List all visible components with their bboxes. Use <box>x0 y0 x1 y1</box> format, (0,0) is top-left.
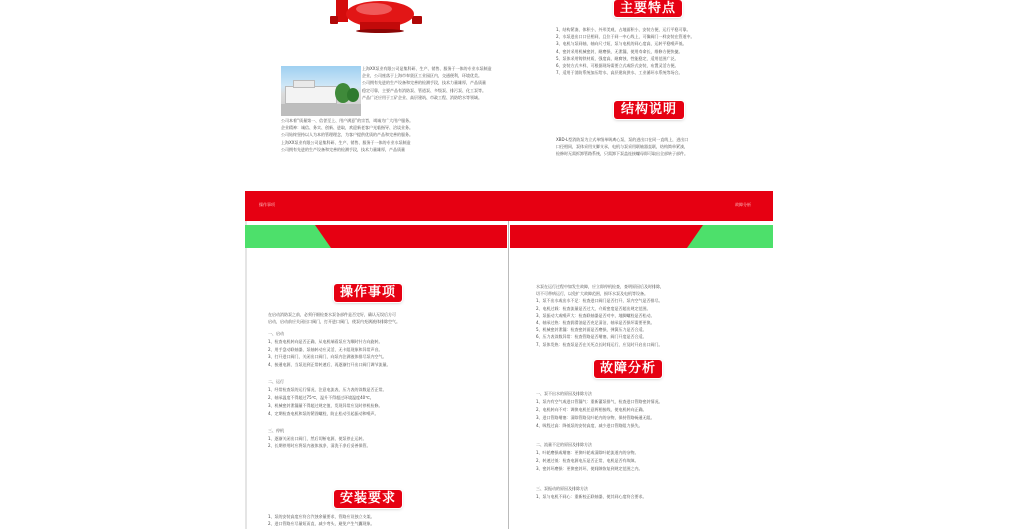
feature-item: 5、泵体采用铸铁材质，强度高，耐腐蚀，性能稳定，适用范围广泛。 <box>556 55 679 61</box>
feature-item: 6、安装方式多样，可根据现场需要立式或卧式安装，布置灵活方便。 <box>556 62 679 68</box>
structure-text <box>556 137 742 159</box>
operation-item: 4、定期检查电机和泵的紧固螺栓，防止松动引起振动和噪声。 <box>268 410 379 416</box>
structure-line: 口径相同，泵体采用支脚支承，电机与泵采用联轴器直联，结构简单紧凑， <box>556 144 688 150</box>
fault-item: 二、流量不足的原因及排除方法 <box>536 442 592 448</box>
fault-intro-line: 3、泵振动大或噪声大：检查联轴器是否对中，地脚螺栓是否松动。 <box>536 312 655 318</box>
feature-item: 2、水泵进出口口径相同，且位于同一中心线上，可像阀门一样安装在管道中。 <box>556 34 695 40</box>
page-divider <box>508 221 509 529</box>
operation-item: 三、停机 <box>268 427 284 433</box>
intro-line: 公司本着“质量第一、信誉至上、用户满意”的宗旨，竭诚为广大用户服务。 <box>281 118 414 123</box>
operation-item: 3、机械密封泄漏量不得超过规定值，发现异常应及时停机检修。 <box>268 402 383 408</box>
fault-title: 故障分析 <box>594 360 662 378</box>
fault-list <box>536 390 762 501</box>
intro-line: 公司拥有先进的生产设备和完善的检测手段，技术力量雄厚，产品质量 <box>362 80 486 86</box>
page-edge <box>245 221 247 529</box>
header-right-label: 故障分析 <box>735 202 751 207</box>
operation-intro <box>268 312 494 326</box>
fault-intro-line: 切不可带病运行，以免扩大故障范围，损坏水泵及电机等设备。 <box>536 291 648 297</box>
fault-item: 一、泵不出水的原因及排除方法 <box>536 391 592 396</box>
fault-item: 三、泵振动的原因及排除方法 <box>536 485 588 491</box>
operation-intro-line: 启动，启动前应关闭出口阀门，打开进口阀门，使泵内充满液体排除空气。 <box>268 319 400 325</box>
install-list <box>268 514 494 528</box>
intro-line: 公司始终坚持以人为本的管理理念，为客户提供优质的产品和完善的服务。 <box>281 132 413 138</box>
intro-line: 产品广泛应用于工矿企业、高层建筑、市政工程、消防给水等领域。 <box>362 94 482 100</box>
feature-item: 7、适用于消防系统加压给水、高层建筑供水、工业循环水系统等场合。 <box>556 70 683 76</box>
intro-line: 公司拥有先进的生产设备和完善的检测手段，技术力量雄厚，产品质量 <box>281 146 405 152</box>
company-intro-text <box>362 66 492 102</box>
install-item: 2、进口管路应尽量短而直，减少弯头，避免产生气囊现象。 <box>268 521 375 527</box>
structure-line: XBD-L型消防泵为立式单级单吸离心泵，泵的进出口在同一直线上，进出口 <box>556 137 689 142</box>
operation-item: 2、用手盘动联轴器，泵轴转动应灵活，无卡阻现象和异常声音。 <box>268 346 383 352</box>
structure-line: 检修时无需拆卸管路系统，只需卸下泵盖连接螺母即可取出全部转子部件。 <box>556 151 688 157</box>
operation-item: 1、逐渐关闭出口阀门，然后切断电源，使泵停止运转。 <box>268 435 367 441</box>
structure-title: 结构说明 <box>614 101 684 119</box>
features-title: 主要特点 <box>614 0 682 17</box>
fault-item: 1、泵与电机不同心：重新校正联轴器，使其同心度符合要求。 <box>536 493 647 499</box>
intro-line: 稳定可靠，主要产品有消防泵、管道泵、多级泵、排污泵、化工泵等。 <box>362 87 486 93</box>
operation-item: 4、接通电源，当泵达到正常转速后，再逐渐打开出口阀门调节流量。 <box>268 362 391 368</box>
operation-item: 3、打开进口阀门，关闭出口阀门，向泵内注满液体排尽泵内空气。 <box>268 354 387 360</box>
install-item: 1、泵的安装高度应符合汽蚀余量要求，管路应设独立支架。 <box>268 514 375 519</box>
feature-item: 3、电机与泵同轴，轴向尺寸短，泵与电机的同心度高，运转平稳噪声低。 <box>556 41 687 47</box>
intro-line: 企业精神：诚信、务实、创新、进取，欢迎新老客户光临指导、洽谈业务。 <box>281 125 413 131</box>
fault-item: 3、进口管路堵塞：清除管路及叶轮内的杂物，保持管路畅通无阻。 <box>536 415 655 420</box>
fire-pump-image <box>330 0 430 33</box>
intro-line: 上海XX泵业有限公司是集科研、生产、销售、服务于一体的专业水泵制造 <box>281 139 411 145</box>
operation-item: 1、经常检查泵的运行情况，注意电流表、压力表的读数是否正常。 <box>268 387 387 393</box>
company-intro-text-2 <box>281 118 476 154</box>
right-green-band <box>510 225 773 248</box>
left-green-band <box>245 225 507 248</box>
fault-intro <box>536 284 762 349</box>
operation-title: 操作事项 <box>334 284 402 302</box>
intro-line: 企业，公司座落于上海市奉贤区工业园区内，交通便利，环境优美。 <box>362 73 482 79</box>
header-red-band <box>245 191 773 221</box>
fault-intro-line: 2、电机过载：检查流量是否过大，介质密度是否超出规定范围。 <box>536 305 651 311</box>
fault-item: 4、吸程过高：降低泵的安装高度，减少进口管路阻力损失。 <box>536 423 643 428</box>
fault-intro-line: 6、压力表读数异常：检查管路是否堵塞，阀门开度是否合适。 <box>536 334 647 340</box>
fault-item: 1、叶轮磨损或堵塞：更换叶轮或清除叶轮流道内的杂物。 <box>536 450 639 456</box>
fault-intro-line: 水泵在运行过程中如发生故障，应立即停机检查，查明原因后及时排除， <box>536 284 664 289</box>
operation-item: 1、检查电机转向是否正确，从电机端看泵应为顺时针方向旋转。 <box>268 338 383 344</box>
operation-list <box>268 330 494 450</box>
feature-item: 4、密封采用机械密封，耐磨损，无泄漏，使用寿命长，维修方便快捷。 <box>556 48 683 54</box>
operation-item: 二、运行 <box>268 379 284 385</box>
fault-intro-line: 5、机械密封泄漏：检查密封面是否磨损，弹簧压力是否合适。 <box>536 327 647 333</box>
install-title: 安装要求 <box>334 490 402 508</box>
intro-line: 上海XX泵业有限公司是集科研、生产、销售、服务于一体的专业水泵制造 <box>362 66 492 71</box>
fault-intro-line: 4、轴承过热：检查润滑油是否充足清洁，轴承是否损坏需要更换。 <box>536 319 655 325</box>
fault-item: 1、泵内有空气或进口管漏气：重新灌泵排气，检查进口管路密封情况。 <box>536 399 663 404</box>
operation-intro-line: 在启动消防泵之前，必须仔细检查水泵各部件是否完好，确认无误后方可 <box>268 312 396 317</box>
feature-item: 1、结构紧凑，体积小，外形美观，占地面积小，安装方便，运行平稳可靠。 <box>556 27 691 32</box>
fault-item: 3、密封环磨损：更换密封环，使间隙恢复到规定范围之内。 <box>536 466 643 472</box>
operation-item: 2、轴承温度不得超过75℃，温升不得超过环境温度40℃。 <box>268 394 374 400</box>
factory-photo <box>281 66 361 116</box>
operation-item: 2、长期停用时应将泵内液体放净，清洗干净后妥善保管。 <box>268 443 371 449</box>
fault-intro-line: 7、泵体发热：检查泵是否在关死点长时间运行，应及时开启出口阀门。 <box>536 341 663 347</box>
operation-item: 一、启动 <box>268 331 284 336</box>
fault-item: 2、电机转向不对：调换电机任意两相接线，使电机转向正确。 <box>536 407 647 412</box>
fault-intro-line: 1、泵不出水或出水不足：检查进口阀门是否打开，泵内空气是否排尽。 <box>536 298 663 304</box>
fault-item: 2、转速过低：检查电源电压是否正常，电机是否有故障。 <box>536 458 639 464</box>
header-left-label: 操作事项 <box>259 202 275 207</box>
features-list <box>556 27 742 77</box>
